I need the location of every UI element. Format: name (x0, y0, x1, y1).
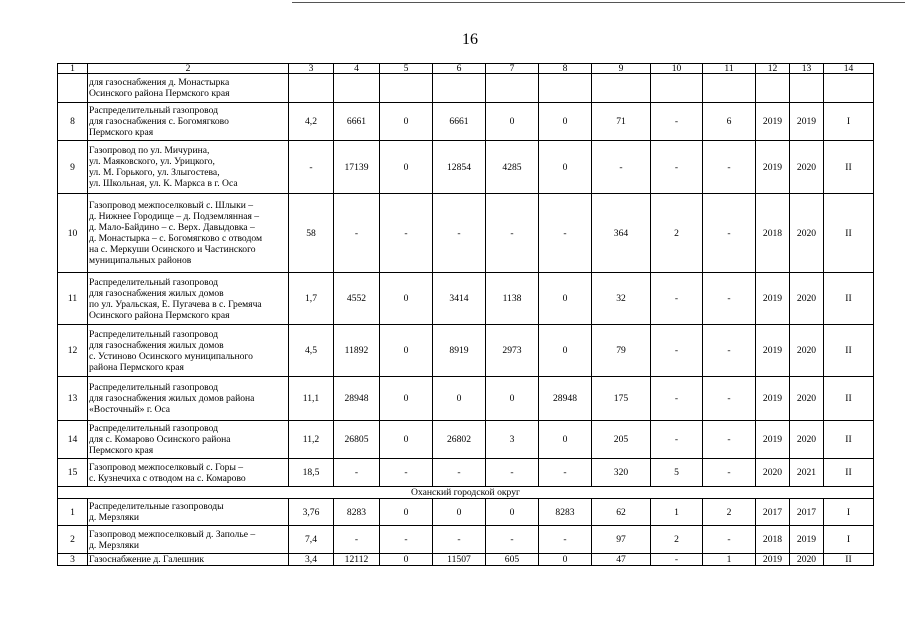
table-cell-col-7: 1138 (486, 273, 539, 325)
table-cell-col-10: - (651, 377, 703, 421)
table-cell-col-2: Газопровод по ул. Мичурина, ул. Маяковского, ул. Урицкого, ул. М. Горького, ул. Злыгостева, ул. Школьная, ул. К. Маркса в г. Оса (88, 141, 289, 194)
table-cell-col-5 (380, 74, 433, 103)
table-cell-col-9: 79 (592, 325, 651, 377)
table-row (58, 194, 874, 273)
table-cell-col-14: I (824, 526, 874, 554)
document-sheet (57, 63, 873, 566)
table-cell-col-14: II (824, 325, 874, 377)
table-row (58, 74, 874, 103)
table-cell-col-2: Распределительный газопровод для газоснабжения жилых домов района «Восточный» г. Оса (88, 377, 289, 421)
table-cell-col-10: - (651, 273, 703, 325)
table-cell-col-9: 47 (592, 554, 651, 566)
table-cell-col-10: 5 (651, 459, 703, 487)
table-cell-col-9 (592, 74, 651, 103)
table-cell-col-10: 1 (651, 499, 703, 526)
table-cell-col-2: Распределительный газопровод для газоснабжения с. Богомягково Пермского края (88, 103, 289, 141)
header-cell-13: 13 (790, 64, 824, 74)
table-cell-col-7: - (486, 526, 539, 554)
section-title: Оханский городской округ (58, 487, 874, 499)
table-cell-col-12: 2019 (756, 325, 790, 377)
table-cell-col-8: - (539, 459, 592, 487)
table-cell-col-3: 4,2 (289, 103, 334, 141)
table-cell-col-6: 6661 (433, 103, 486, 141)
table-cell-col-4: 6661 (334, 103, 380, 141)
table-cell-col-8: - (539, 526, 592, 554)
table-cell-col-4: 28948 (334, 377, 380, 421)
table-cell-col-8: 0 (539, 141, 592, 194)
table-cell-col-4: 8283 (334, 499, 380, 526)
table-cell-col-7: - (486, 194, 539, 273)
table-cell-col-13 (790, 74, 824, 103)
table-cell-col-12 (756, 74, 790, 103)
table-cell-col-6 (433, 74, 486, 103)
table-cell-col-4: - (334, 526, 380, 554)
header-cell-8: 8 (539, 64, 592, 74)
table-cell-col-11: - (703, 194, 756, 273)
table-cell-col-12: 2019 (756, 103, 790, 141)
table-cell-col-2: Распределительные газопроводы д. Мерзляки (88, 499, 289, 526)
table-header-row (58, 64, 874, 74)
table-cell-col-11 (703, 74, 756, 103)
table-cell-col-4: 4552 (334, 273, 380, 325)
table-cell-col-13: 2020 (790, 273, 824, 325)
table-cell-col-10: - (651, 554, 703, 566)
table-cell-col-1: 2 (58, 526, 88, 554)
table-cell-col-12: 2020 (756, 459, 790, 487)
table-cell-col-5: 0 (380, 325, 433, 377)
header-cell-1: 1 (58, 64, 88, 74)
table-cell-col-13: 2019 (790, 103, 824, 141)
table-cell-col-4 (334, 74, 380, 103)
header-cell-10: 10 (651, 64, 703, 74)
table-body (58, 64, 874, 566)
table-cell-col-6: 0 (433, 499, 486, 526)
header-cell-7: 7 (486, 64, 539, 74)
table-cell-col-9: - (592, 141, 651, 194)
table-cell-col-11: 2 (703, 499, 756, 526)
table-cell-col-6: 11507 (433, 554, 486, 566)
table-cell-col-8: 0 (539, 103, 592, 141)
table-cell-col-6: 12854 (433, 141, 486, 194)
table-cell-col-8: 8283 (539, 499, 592, 526)
table-cell-col-3: 3,4 (289, 554, 334, 566)
table-cell-col-4: 17139 (334, 141, 380, 194)
table-cell-col-9: 364 (592, 194, 651, 273)
table-cell-col-14: II (824, 554, 874, 566)
table-cell-col-10: - (651, 325, 703, 377)
table-cell-col-12: 2019 (756, 421, 790, 459)
table-cell-col-12: 2018 (756, 526, 790, 554)
table-cell-col-2: Распределительный газопровод для газоснабжения жилых домов по ул. Уральская, Е. Пугачева в с. Гремяча Осинского района Пермского края (88, 273, 289, 325)
header-cell-2: 2 (88, 64, 289, 74)
table-cell-col-5: 0 (380, 377, 433, 421)
table-row (58, 421, 874, 459)
table-cell-col-2: Газоснабжение д. Галешник (88, 554, 289, 566)
table-cell-col-7: 3 (486, 421, 539, 459)
header-cell-5: 5 (380, 64, 433, 74)
table-cell-col-11: - (703, 459, 756, 487)
table-cell-col-11: - (703, 273, 756, 325)
table-cell-col-4: 26805 (334, 421, 380, 459)
table-row (58, 325, 874, 377)
table-cell-col-8: - (539, 194, 592, 273)
table-cell-col-14: II (824, 141, 874, 194)
table-cell-col-7: 0 (486, 103, 539, 141)
table-cell-col-10 (651, 74, 703, 103)
table-cell-col-2: Газопровод межпоселковый д. Заполье – д. Мерзляки (88, 526, 289, 554)
table-cell-col-3: 18,5 (289, 459, 334, 487)
gas-pipeline-table (57, 63, 874, 566)
table-cell-col-12: 2019 (756, 377, 790, 421)
top-rule (292, 2, 905, 3)
table-cell-col-6: 26802 (433, 421, 486, 459)
table-cell-col-1: 8 (58, 103, 88, 141)
table-cell-col-3: - (289, 141, 334, 194)
table-cell-col-4: - (334, 459, 380, 487)
table-cell-col-13: 2020 (790, 377, 824, 421)
table-cell-col-13: 2020 (790, 141, 824, 194)
table-cell-col-14: II (824, 421, 874, 459)
table-cell-col-7: 0 (486, 377, 539, 421)
table-cell-col-7: 2973 (486, 325, 539, 377)
table-row (58, 459, 874, 487)
table-cell-col-1: 14 (58, 421, 88, 459)
table-cell-col-2: Распределительный газопровод для газоснабжения жилых домов с. Устиново Осинского муниципального района Пермского края (88, 325, 289, 377)
table-cell-col-2: Газопровод межпоселковый с. Горы – с. Кузнечиха с отводом на с. Комарово (88, 459, 289, 487)
table-cell-col-2: Газопровод межпоселковый с. Шлыки – д. Нижнее Городище – д. Подземлянная – д. Мало-Байдино – с. Верх. Давыдовка – д. Монастырка – с. Богомягково с отводом на с. Меркуши Осинского и Частинского муниципальных районов (88, 194, 289, 273)
table-cell-col-9: 205 (592, 421, 651, 459)
table-cell-col-14: II (824, 459, 874, 487)
table-cell-col-7 (486, 74, 539, 103)
table-cell-col-7: 605 (486, 554, 539, 566)
table-cell-col-5: 0 (380, 421, 433, 459)
table-cell-col-11: - (703, 526, 756, 554)
table-cell-col-14: II (824, 273, 874, 325)
table-cell-col-14 (824, 74, 874, 103)
table-cell-col-13: 2020 (790, 194, 824, 273)
table-cell-col-13: 2020 (790, 554, 824, 566)
section-header-row (58, 487, 874, 499)
table-cell-col-12: 2017 (756, 499, 790, 526)
table-cell-col-14: II (824, 194, 874, 273)
table-cell-col-11: 1 (703, 554, 756, 566)
table-cell-col-9: 320 (592, 459, 651, 487)
table-cell-col-11: 6 (703, 103, 756, 141)
table-cell-col-6: 3414 (433, 273, 486, 325)
table-cell-col-10: - (651, 421, 703, 459)
table-cell-col-1: 13 (58, 377, 88, 421)
table-cell-col-1: 10 (58, 194, 88, 273)
table-cell-col-2: Распределительный газопровод для с. Комарово Осинского района Пермского края (88, 421, 289, 459)
table-cell-col-1: 1 (58, 499, 88, 526)
table-cell-col-9: 175 (592, 377, 651, 421)
table-cell-col-11: - (703, 377, 756, 421)
table-cell-col-3: 11,2 (289, 421, 334, 459)
table-cell-col-2: для газоснабжения д. Монастырка Осинского района Пермского края (88, 74, 289, 103)
table-cell-col-1: 15 (58, 459, 88, 487)
table-cell-col-5: 0 (380, 103, 433, 141)
table-cell-col-8: 0 (539, 421, 592, 459)
table-cell-col-4: - (334, 194, 380, 273)
table-cell-col-4: 12112 (334, 554, 380, 566)
table-cell-col-9: 32 (592, 273, 651, 325)
table-cell-col-1: 11 (58, 273, 88, 325)
table-cell-col-7: 4285 (486, 141, 539, 194)
table-cell-col-13: 2021 (790, 459, 824, 487)
table-cell-col-12: 2018 (756, 194, 790, 273)
table-cell-col-14: II (824, 377, 874, 421)
table-cell-col-9: 97 (592, 526, 651, 554)
table-cell-col-10: - (651, 103, 703, 141)
table-cell-col-8: 0 (539, 554, 592, 566)
page-number: 16 (462, 31, 478, 48)
table-cell-col-14: I (824, 499, 874, 526)
table-cell-col-5: 0 (380, 499, 433, 526)
table-cell-col-1: 3 (58, 554, 88, 566)
table-cell-col-8: 0 (539, 273, 592, 325)
table-cell-col-8 (539, 74, 592, 103)
table-row (58, 554, 874, 566)
table-cell-col-10: 2 (651, 526, 703, 554)
table-cell-col-6: - (433, 194, 486, 273)
table-cell-col-3: 1,7 (289, 273, 334, 325)
header-cell-9: 9 (592, 64, 651, 74)
header-cell-14: 14 (824, 64, 874, 74)
table-cell-col-3: 58 (289, 194, 334, 273)
table-row (58, 377, 874, 421)
table-cell-col-6: - (433, 459, 486, 487)
table-cell-col-1 (58, 74, 88, 103)
table-cell-col-10: - (651, 141, 703, 194)
table-cell-col-3: 3,76 (289, 499, 334, 526)
header-cell-6: 6 (433, 64, 486, 74)
table-row (58, 526, 874, 554)
table-cell-col-8: 0 (539, 325, 592, 377)
table-cell-col-11: - (703, 141, 756, 194)
table-cell-col-6: 0 (433, 377, 486, 421)
table-cell-col-8: 28948 (539, 377, 592, 421)
table-cell-col-5: - (380, 459, 433, 487)
table-row (58, 273, 874, 325)
table-cell-col-11: - (703, 421, 756, 459)
table-cell-col-5: - (380, 194, 433, 273)
table-cell-col-7: 0 (486, 499, 539, 526)
table-row (58, 103, 874, 141)
table-cell-col-1: 12 (58, 325, 88, 377)
table-row (58, 499, 874, 526)
table-cell-col-12: 2019 (756, 554, 790, 566)
table-cell-col-13: 2020 (790, 421, 824, 459)
table-cell-col-14: I (824, 103, 874, 141)
header-cell-3: 3 (289, 64, 334, 74)
table-cell-col-9: 62 (592, 499, 651, 526)
table-cell-col-3: 4,5 (289, 325, 334, 377)
table-cell-col-5: 0 (380, 273, 433, 325)
table-cell-col-6: - (433, 526, 486, 554)
table-cell-col-1: 9 (58, 141, 88, 194)
table-cell-col-3 (289, 74, 334, 103)
table-cell-col-3: 11,1 (289, 377, 334, 421)
table-cell-col-13: 2019 (790, 526, 824, 554)
table-cell-col-3: 7,4 (289, 526, 334, 554)
table-cell-col-10: 2 (651, 194, 703, 273)
table-cell-col-13: 2017 (790, 499, 824, 526)
table-cell-col-7: - (486, 459, 539, 487)
table-cell-col-5: 0 (380, 554, 433, 566)
table-cell-col-9: 71 (592, 103, 651, 141)
table-cell-col-12: 2019 (756, 141, 790, 194)
table-cell-col-6: 8919 (433, 325, 486, 377)
header-cell-11: 11 (703, 64, 756, 74)
table-cell-col-5: 0 (380, 141, 433, 194)
table-cell-col-5: - (380, 526, 433, 554)
table-cell-col-13: 2020 (790, 325, 824, 377)
table-cell-col-11: - (703, 325, 756, 377)
table-cell-col-12: 2019 (756, 273, 790, 325)
table-cell-col-4: 11892 (334, 325, 380, 377)
header-cell-12: 12 (756, 64, 790, 74)
table-row (58, 141, 874, 194)
header-cell-4: 4 (334, 64, 380, 74)
